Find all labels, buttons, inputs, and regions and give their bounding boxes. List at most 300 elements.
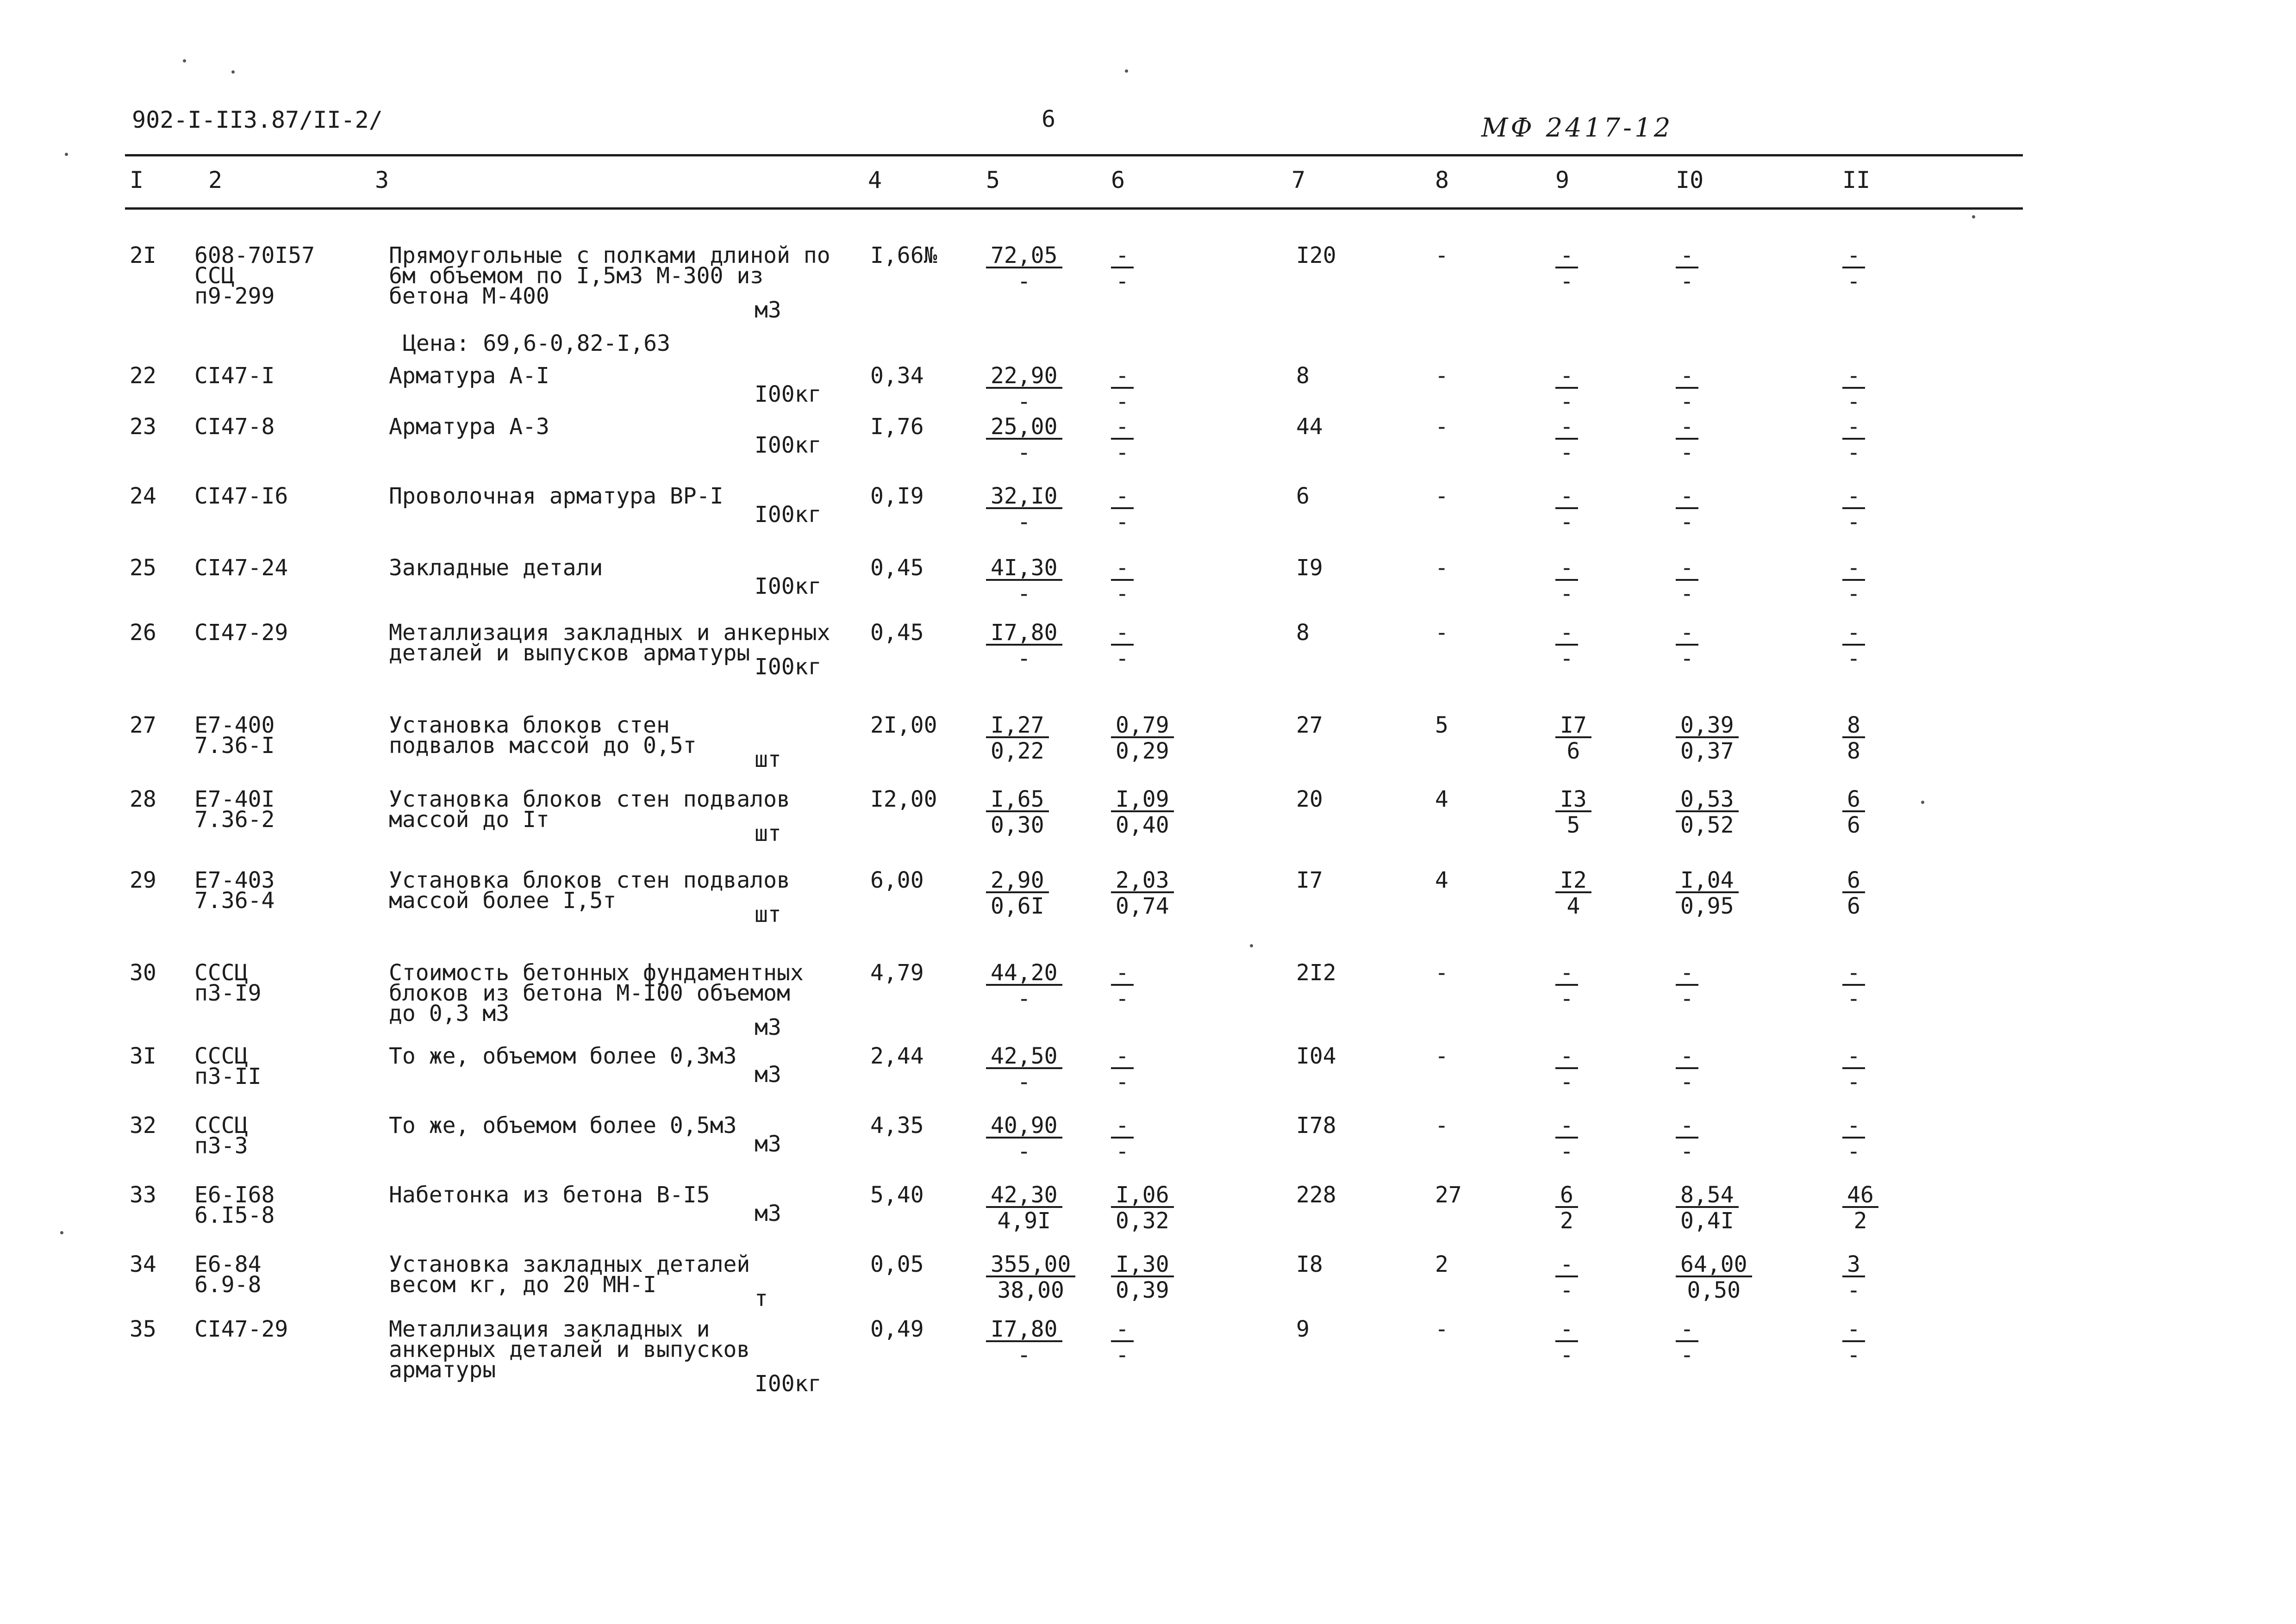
unit-cost-top: 42,50 — [986, 1046, 1062, 1069]
unit-cost-bottom: - — [1017, 986, 1031, 1012]
column-header-1: I — [130, 167, 144, 193]
machine-cost — [1111, 620, 1134, 672]
work-description-line: весом кг, до 20 МН-I — [389, 1272, 656, 1298]
machine-cost-bottom: 0,74 — [1116, 893, 1169, 919]
labor-per-unit-bottom: 0,50 — [1687, 1277, 1741, 1303]
price-code — [194, 1316, 288, 1342]
machine-total — [1555, 1115, 1578, 1162]
unit-cost-bottom: - — [1017, 440, 1031, 466]
machine-cost — [1111, 245, 1134, 292]
labor-total-bottom: - — [1847, 1139, 1860, 1164]
machine-cost-top: - — [1111, 963, 1134, 986]
machine-cost — [1111, 483, 1134, 535]
labor-per-unit-top: - — [1676, 963, 1698, 986]
row-number: 34 — [130, 1251, 156, 1277]
unit-cost-bottom: - — [1017, 1342, 1031, 1368]
machine-total-bottom: 6 — [1566, 738, 1580, 764]
wages-total: 27 — [1435, 1182, 1462, 1208]
machine-cost-bottom: 0,29 — [1116, 738, 1169, 764]
column-header-6: 6 — [1111, 167, 1125, 193]
labor-total — [1842, 960, 1865, 1012]
unit-cost — [986, 555, 1062, 607]
unit-cost — [986, 1316, 1062, 1368]
machine-total-bottom: 5 — [1566, 812, 1580, 838]
quantity: 0,34 — [870, 363, 924, 389]
labor-per-unit — [1676, 620, 1698, 672]
quantity: 4,35 — [870, 1113, 924, 1139]
labor-per-unit-bottom: - — [1680, 646, 1694, 672]
work-description-line: Арматура А-I — [389, 363, 549, 389]
unit-cost — [986, 1182, 1062, 1234]
labor-per-unit — [1676, 555, 1698, 607]
machine-total — [1555, 1043, 1578, 1095]
price-code-line: СI47-I — [194, 363, 275, 389]
labor-total-top: 3 — [1842, 1254, 1865, 1277]
header-rule-top — [125, 154, 2023, 156]
total-cost: 9 — [1296, 1316, 1310, 1342]
labor-per-unit-top: - — [1676, 558, 1698, 581]
labor-total-bottom: 2 — [1853, 1208, 1867, 1234]
machine-total — [1555, 620, 1578, 672]
unit-cost-bottom: - — [1017, 509, 1031, 535]
work-description — [389, 414, 549, 440]
unit-cost — [986, 414, 1062, 466]
wages-total: - — [1435, 483, 1448, 509]
labor-per-unit-top: I,04 — [1676, 870, 1739, 893]
labor-total-top: - — [1842, 1046, 1865, 1069]
wages-total: - — [1435, 620, 1448, 646]
unit-cost — [986, 483, 1062, 535]
work-description — [389, 786, 790, 833]
wages-total: - — [1435, 555, 1448, 581]
labor-per-unit — [1676, 786, 1739, 838]
labor-total-bottom: - — [1847, 440, 1860, 466]
row-number: 33 — [130, 1182, 156, 1208]
total-cost: 8 — [1296, 620, 1310, 646]
total-cost: 27 — [1296, 712, 1323, 738]
unit-cost — [986, 245, 1062, 292]
unit-cost-bottom: - — [1017, 646, 1031, 672]
unit-cost-top: I,27 — [986, 715, 1049, 738]
price-code-line: СССЦ — [194, 1043, 248, 1069]
machine-cost — [1111, 712, 1174, 764]
unit-cost-top: 72,05 — [986, 245, 1062, 268]
quantity: 6,00 — [870, 867, 924, 893]
work-description-line: Набетонка из бетона В-I5 — [389, 1182, 710, 1208]
machine-cost-bottom: - — [1116, 1139, 1129, 1164]
unit-cost — [986, 1251, 1075, 1303]
machine-total — [1555, 483, 1578, 535]
labor-total — [1842, 555, 1865, 607]
unit-cost-top: 32,I0 — [986, 486, 1062, 509]
labor-per-unit-bottom: - — [1680, 268, 1694, 294]
price-code-line: 7.36-I — [194, 733, 275, 759]
machine-total — [1555, 1316, 1578, 1368]
machine-total — [1555, 414, 1578, 466]
labor-total-bottom: 8 — [1847, 738, 1860, 764]
wages-total: - — [1435, 243, 1448, 268]
column-header-9: 9 — [1555, 167, 1570, 193]
labor-per-unit-top: - — [1676, 622, 1698, 646]
wages-total: 2 — [1435, 1251, 1448, 1277]
unit-cost-top: I7,80 — [986, 1319, 1062, 1342]
unit-cost — [986, 1043, 1062, 1095]
wages-total: 5 — [1435, 712, 1448, 738]
labor-total — [1842, 867, 1865, 919]
unit-cost-bottom: 0,30 — [991, 812, 1044, 838]
machine-cost-top: - — [1111, 622, 1134, 646]
quantity: 2I,00 — [870, 712, 937, 738]
work-description-line: Установка блоков стен — [389, 712, 670, 738]
scan-speck — [1125, 69, 1128, 73]
row-number: 22 — [130, 363, 156, 389]
unit-cost-bottom: 38,00 — [997, 1277, 1064, 1303]
price-code-line: Е6-I68 — [194, 1182, 275, 1208]
price-code-line: Е7-403 — [194, 867, 275, 893]
machine-total-bottom: 4 — [1566, 893, 1580, 919]
labor-total — [1842, 414, 1865, 466]
machine-total-bottom: - — [1560, 1342, 1573, 1368]
labor-per-unit-bottom: 0,37 — [1680, 738, 1734, 764]
machine-total-top: - — [1555, 1319, 1578, 1342]
wages-total: 4 — [1435, 786, 1448, 812]
price-code — [194, 414, 275, 440]
labor-per-unit-bottom: 0,4I — [1680, 1208, 1734, 1234]
price-code-line: п3-I9 — [194, 980, 262, 1006]
machine-total — [1555, 1251, 1578, 1303]
wages-total: - — [1435, 414, 1448, 440]
price-code-line: ССЦ — [194, 263, 235, 289]
labor-total — [1842, 1115, 1865, 1162]
machine-total-bottom: - — [1560, 1069, 1573, 1095]
labor-per-unit-top: 0,53 — [1676, 789, 1739, 812]
labor-total-bottom: - — [1847, 1342, 1860, 1368]
unit-cost-bottom: - — [1017, 389, 1031, 415]
scan-speck — [65, 153, 68, 156]
labor-total-top: 6 — [1842, 870, 1865, 893]
machine-total-bottom: - — [1560, 986, 1573, 1012]
machine-total-top: - — [1555, 1115, 1578, 1139]
row-number: 24 — [130, 483, 156, 509]
row-number: 28 — [130, 786, 156, 812]
quantity: I,76 — [870, 414, 924, 440]
machine-cost-bottom: 0,40 — [1116, 812, 1169, 838]
machine-cost-bottom: - — [1116, 440, 1129, 466]
total-cost: 44 — [1296, 414, 1323, 440]
labor-per-unit — [1676, 414, 1698, 466]
row-number: 25 — [130, 555, 156, 581]
labor-total — [1842, 1251, 1865, 1303]
labor-total-bottom: - — [1847, 509, 1860, 535]
machine-total-top: I2 — [1555, 870, 1591, 893]
work-description-line: То же, объемом более 0,3м3 — [389, 1043, 737, 1069]
quantity: 0,I9 — [870, 483, 924, 509]
labor-per-unit-top: - — [1676, 417, 1698, 440]
labor-per-unit — [1676, 245, 1698, 292]
labor-per-unit-top: 64,00 — [1676, 1254, 1752, 1277]
total-cost: 6 — [1296, 483, 1310, 509]
labor-per-unit — [1676, 1182, 1739, 1234]
price-code — [194, 867, 275, 914]
labor-per-unit-bottom: - — [1680, 581, 1694, 607]
machine-total-top: - — [1555, 622, 1578, 646]
column-header-2: 2 — [208, 167, 223, 193]
work-description-line: Металлизация закладных и анкерных — [389, 620, 830, 646]
work-description — [389, 1316, 750, 1383]
unit-of-measure: шт — [755, 747, 781, 772]
total-cost: 228 — [1296, 1182, 1336, 1208]
labor-per-unit-bottom: - — [1680, 1069, 1694, 1095]
machine-cost — [1111, 363, 1134, 415]
column-header-11: II — [1842, 167, 1871, 193]
labor-total-bottom: - — [1847, 268, 1860, 294]
price-code-line: п3-II — [194, 1064, 262, 1089]
labor-total-bottom: - — [1847, 581, 1860, 607]
machine-total — [1555, 867, 1591, 919]
unit-cost-bottom: - — [1017, 268, 1031, 294]
machine-total-bottom: - — [1560, 581, 1573, 607]
work-description-line: до 0,3 м3 — [389, 1001, 510, 1027]
labor-per-unit — [1676, 483, 1698, 535]
price-code — [194, 1043, 262, 1089]
labor-per-unit-top: - — [1676, 245, 1698, 268]
labor-per-unit-top: - — [1676, 1046, 1698, 1069]
total-cost: I20 — [1296, 243, 1336, 268]
work-description-line: блоков из бетона М-I00 объемом — [389, 980, 790, 1006]
machine-total-top: I7 — [1555, 715, 1591, 738]
machine-total-top: - — [1555, 1254, 1578, 1277]
labor-per-unit-bottom: 0,52 — [1680, 812, 1734, 838]
total-cost: 20 — [1296, 786, 1323, 812]
total-cost: I9 — [1296, 555, 1323, 581]
unit-cost-top: 2,90 — [986, 870, 1049, 893]
unit-cost-top: I,65 — [986, 789, 1049, 812]
labor-per-unit-bottom: - — [1680, 509, 1694, 535]
price-code-line: Е6-84 — [194, 1251, 262, 1277]
labor-total — [1842, 483, 1865, 535]
machine-total-bottom: 2 — [1560, 1208, 1573, 1234]
labor-per-unit — [1676, 1043, 1698, 1095]
work-description-line: Цена: 69,6-0,82-I,63 — [403, 330, 670, 356]
machine-total-bottom: - — [1560, 440, 1573, 466]
machine-cost-top: - — [1111, 417, 1134, 440]
machine-cost — [1111, 414, 1134, 466]
work-description-line: Установка блоков стен подвалов — [389, 786, 790, 812]
wages-total: - — [1435, 363, 1448, 389]
labor-total-top: - — [1842, 1115, 1865, 1139]
unit-of-measure: м3 — [755, 1062, 781, 1088]
labor-per-unit — [1676, 867, 1739, 919]
price-code — [194, 1251, 262, 1298]
unit-cost — [986, 620, 1062, 672]
price-code — [194, 363, 275, 389]
work-description-line: Проволочная арматура ВР-I — [389, 483, 724, 509]
machine-total — [1555, 786, 1591, 838]
machine-cost-top: - — [1111, 366, 1134, 389]
row-number: 29 — [130, 867, 156, 893]
work-description-line: Арматура А-3 — [389, 414, 549, 440]
price-code — [194, 712, 275, 759]
labor-total — [1842, 712, 1865, 764]
machine-total-top: - — [1555, 963, 1578, 986]
quantity: 5,40 — [870, 1182, 924, 1208]
labor-total-bottom: - — [1847, 986, 1860, 1012]
row-number: 3I — [130, 1043, 156, 1069]
unit-of-measure: I00кг — [755, 432, 822, 458]
price-code — [194, 483, 288, 509]
labor-total — [1842, 245, 1865, 292]
machine-cost-top: - — [1111, 558, 1134, 581]
price-code-line: СССЦ — [194, 960, 248, 986]
labor-total-top: - — [1842, 366, 1865, 389]
work-description — [389, 1182, 710, 1208]
machine-cost-top: I,30 — [1111, 1254, 1174, 1277]
machine-cost — [1111, 1316, 1134, 1368]
machine-cost — [1111, 867, 1174, 919]
work-description — [403, 330, 670, 356]
price-code — [194, 1182, 275, 1228]
price-code — [194, 960, 262, 1006]
labor-per-unit-bottom: - — [1680, 1342, 1694, 1368]
price-code — [194, 555, 288, 581]
unit-cost-top: 40,90 — [986, 1115, 1062, 1139]
machine-cost-bottom: 0,32 — [1116, 1208, 1169, 1234]
labor-total-top: - — [1842, 417, 1865, 440]
column-header-5: 5 — [986, 167, 1000, 193]
labor-total-top: 8 — [1842, 715, 1865, 738]
unit-cost — [986, 867, 1049, 919]
unit-of-measure: I00кг — [755, 502, 822, 528]
machine-total-top: - — [1555, 486, 1578, 509]
unit-cost-top: 355,00 — [986, 1254, 1075, 1277]
work-description — [389, 712, 697, 759]
work-description — [389, 960, 804, 1027]
total-cost: 2I2 — [1296, 960, 1336, 986]
quantity: 0,45 — [870, 555, 924, 581]
labor-total-bottom: - — [1847, 646, 1860, 672]
work-description-line: арматуры — [389, 1357, 496, 1383]
labor-per-unit-bottom: - — [1680, 986, 1694, 1012]
page-number: 6 — [1042, 106, 1056, 132]
row-number: 32 — [130, 1113, 156, 1139]
scan-speck — [1250, 944, 1253, 947]
document-code: 902-I-II3.87/II-2/ — [132, 106, 383, 133]
unit-of-measure: м3 — [755, 1014, 781, 1040]
labor-total-top: - — [1842, 963, 1865, 986]
machine-total — [1555, 555, 1578, 607]
scan-speck — [231, 70, 235, 74]
labor-total-top: 46 — [1842, 1185, 1878, 1208]
work-description — [389, 555, 603, 581]
machine-cost-bottom: - — [1116, 986, 1129, 1012]
total-cost: I8 — [1296, 1251, 1323, 1277]
price-code — [194, 620, 288, 646]
work-description-line: бетона М-400 — [389, 283, 549, 309]
unit-cost-top: 4I,30 — [986, 558, 1062, 581]
price-code-line: п3-3 — [194, 1133, 248, 1159]
unit-cost-bottom: 0,22 — [991, 738, 1044, 764]
unit-cost-bottom: - — [1017, 1139, 1031, 1164]
quantity: 0,45 — [870, 620, 924, 646]
price-code-line: СI47-29 — [194, 620, 288, 646]
quantity: 0,05 — [870, 1251, 924, 1277]
unit-of-measure: I00кг — [755, 573, 822, 599]
price-code — [194, 243, 315, 309]
labor-total-bottom: - — [1847, 1277, 1860, 1303]
unit-of-measure: I00кг — [755, 654, 822, 680]
labor-total-bottom: - — [1847, 1069, 1860, 1095]
machine-total-top: - — [1555, 1046, 1578, 1069]
quantity: 4,79 — [870, 960, 924, 986]
labor-per-unit-top: 0,39 — [1676, 715, 1739, 738]
quantity: 0,49 — [870, 1316, 924, 1342]
machine-cost-bottom: - — [1116, 581, 1129, 607]
scan-speck — [60, 1231, 63, 1234]
machine-cost-bottom: - — [1116, 1342, 1129, 1368]
unit-cost — [986, 960, 1062, 1012]
unit-cost — [986, 786, 1049, 838]
machine-cost-bottom: 0,39 — [1116, 1277, 1169, 1303]
labor-total-top: - — [1842, 558, 1865, 581]
work-description-line: То же, объемом более 0,5м3 — [389, 1113, 737, 1139]
quantity: I2,00 — [870, 786, 937, 812]
machine-cost — [1111, 1251, 1174, 1303]
labor-per-unit-top: - — [1676, 1115, 1698, 1139]
labor-total — [1842, 786, 1865, 838]
machine-total — [1555, 712, 1591, 764]
price-code — [194, 1113, 248, 1159]
work-description-line: Стоимость бетонных фундаментных — [389, 960, 804, 986]
machine-cost — [1111, 1115, 1134, 1162]
labor-per-unit-bottom: - — [1680, 1139, 1694, 1164]
price-code-line: СССЦ — [194, 1113, 248, 1139]
unit-of-measure: м3 — [755, 1201, 781, 1226]
machine-cost-top: 2,03 — [1111, 870, 1174, 893]
unit-cost-bottom: - — [1017, 581, 1031, 607]
unit-cost-bottom: - — [1017, 1069, 1031, 1095]
labor-per-unit-top: - — [1676, 366, 1698, 389]
total-cost: 8 — [1296, 363, 1310, 389]
work-description-line: Закладные детали — [389, 555, 603, 581]
machine-cost-top: I,09 — [1111, 789, 1174, 812]
total-cost: I78 — [1296, 1113, 1336, 1139]
labor-total — [1842, 1182, 1878, 1234]
labor-total — [1842, 363, 1865, 415]
machine-total-bottom: - — [1560, 1277, 1573, 1303]
labor-total — [1842, 1316, 1865, 1368]
machine-cost — [1111, 1182, 1174, 1234]
labor-per-unit-top: - — [1676, 486, 1698, 509]
column-header-7: 7 — [1292, 167, 1306, 193]
machine-cost-bottom: - — [1116, 1069, 1129, 1095]
machine-total-bottom: - — [1560, 646, 1573, 672]
labor-per-unit-top: 8,54 — [1676, 1185, 1739, 1208]
wages-total: - — [1435, 1043, 1448, 1069]
machine-total-top: I3 — [1555, 789, 1591, 812]
machine-total-top: - — [1555, 366, 1578, 389]
work-description-line: Прямоугольные с полками длиной по — [389, 243, 830, 268]
unit-of-measure: м3 — [755, 297, 781, 323]
work-description-line: массой до Iт — [389, 807, 549, 833]
machine-total — [1555, 960, 1578, 1012]
row-number: 35 — [130, 1316, 156, 1342]
machine-cost-top: - — [1111, 486, 1134, 509]
machine-cost — [1111, 555, 1134, 607]
scan-speck — [1921, 801, 1924, 804]
machine-total-top: - — [1555, 558, 1578, 581]
machine-cost-top: 0,79 — [1111, 715, 1174, 738]
price-code-line: 6.I5-8 — [194, 1202, 275, 1228]
